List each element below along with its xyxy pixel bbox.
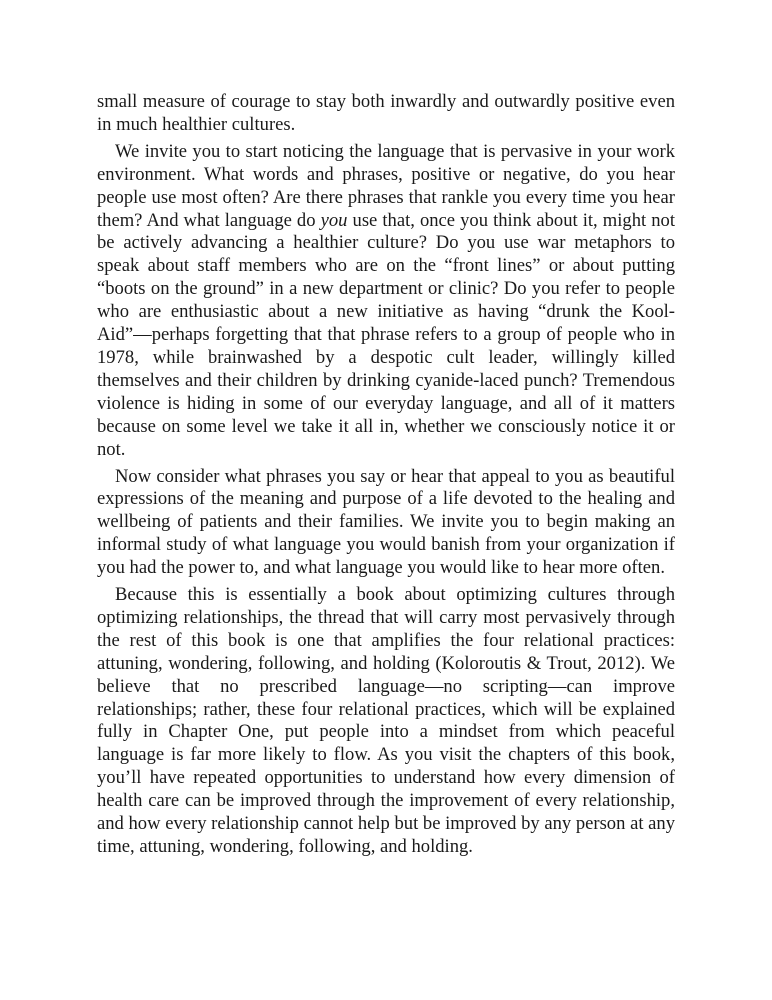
paragraph <box>97 466 675 581</box>
paragraph <box>97 584 675 859</box>
paragraph-text: Because this is essentially a book about optimizing cultures through optimizing relationships, the thread that will carry most pervasively through the rest of this book is one that amplifies the four relational practices: attuning, wondering, following, and holding (Koloroutis & Trout, 2012). We believe that no prescribed language—no scripting—can improve relationships; rather, these four relational practices, which will be explained fully in Chapter One, put people into a mindset from which peaceful language is far more likely to flow. As you visit the chapters of this book, you’ll have repeated opportunities to understand how every dimension of health care can be improved through the improvement of every relationship, and how every relationship cannot help but be improved by any person at any time, attuning, wondering, following, and holding. <box>97 584 675 857</box>
emphasized-text: you <box>320 209 348 231</box>
paragraph-text: Now consider what phrases you say or hear that appeal to you as beautiful expressions of the meaning and purpose of a life devoted to the healing and wellbeing of patients and their families. We invite you to begin making an informal study of what language you would banish from your organization if you had the power to, and what language you would like to hear more often. <box>97 465 675 579</box>
paragraph-text: We invite you to start noticing the language that is pervasive in your work environment. What words and phrases, positive or negative, do you hear people use most often? Are there phrases that rankle you every time you hear them? And what language do <box>97 140 675 231</box>
paragraph <box>97 141 675 462</box>
paragraph-text: small measure of courage to stay both inwardly and outwardly positive even in much healthier cultures. <box>97 91 675 135</box>
paragraph <box>97 91 675 137</box>
paragraph-text: use that, once you think about it, might not be actively advancing a healthier culture? Do you use war metaphors to speak about staff members who are on the “front lines” or about putting “boots on the ground” in a new department or clinic? Do you refer to people who are enthusiastic about a new initiative as having “drunk the Kool-Aid”—perhaps forgetting that that phrase refers to a group of people who in 1978, while brainwashed by a despotic cult leader, willingly killed themselves and their children by drinking cyanide-laced punch? Tremendous violence is hiding in some of our everyday language, and all of it matters because on some level we take it all in, whether we consciously notice it or not. <box>97 209 675 460</box>
document-page <box>97 91 675 859</box>
